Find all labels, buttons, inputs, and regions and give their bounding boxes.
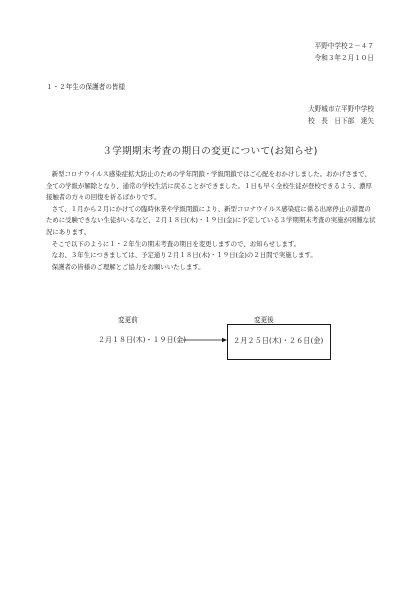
body-paragraph: 保護者の皆様のご理解とご協力をお願いいたします。 — [51, 262, 205, 271]
body-paragraph: 新型コロナウイルス感染症拡大防止のための学年閉鎖・学級閉鎖ではご心配をおかけしました。おかげさまで、全ての学級が解除となり、通常の学校生活に戻ることができました。１日も早く全校生徒が登校できるよう、濃厚接触者の方々の回復を祈るばかりです。 — [46, 170, 372, 202]
body-text — [46, 169, 376, 273]
sender-school: 大野城市立平野中学校 — [308, 105, 374, 113]
sender-principal: 校 長 日下部 達矢 — [308, 117, 374, 125]
document-date: 令和３年２月１０日 — [314, 54, 374, 62]
body-paragraph: そこで以下のように１・２年生の期末考査の期日を変更しますので、お知らせします。 — [51, 239, 301, 248]
body-paragraph: なお、３年生につきましては、予定通り２月１８日(木)・１９日(金)の２日間で実施します。 — [51, 251, 317, 260]
body-paragraph: さて、１月から２月にかけての臨時休業や学級閉鎖により、新型コロナウイルス感染症に係る出席停止の措置のために受験できない生徒がいるなど、２月１８日(木)・１９日(金)に予定している３学期期末考査の実施が困難な状況にあります。 — [46, 204, 376, 236]
before-label: 変更前 — [118, 316, 138, 324]
after-date: ２月２５日(木)・２６日(金) — [233, 336, 324, 345]
after-label: 変更後 — [254, 316, 274, 324]
document-title: ３学期期末考査の期日の変更について(お知らせ) — [102, 146, 318, 157]
arrow-right-icon — [183, 336, 227, 344]
document-number: 平野中学校２－４７ — [314, 42, 374, 50]
before-date: ２月１８日(木)・１９日(金) — [98, 336, 186, 344]
recipient: １・２年生の保護者の皆様 — [46, 83, 126, 91]
